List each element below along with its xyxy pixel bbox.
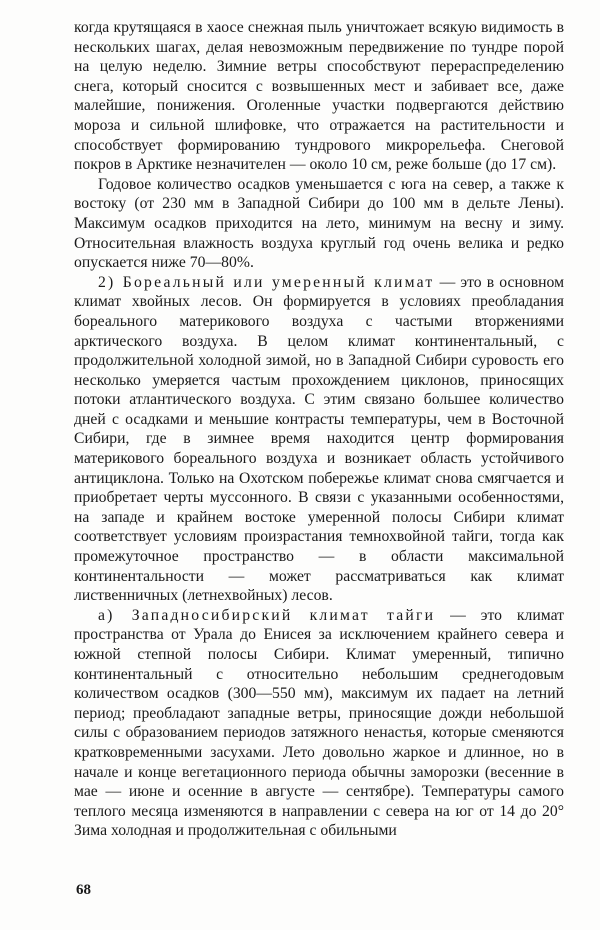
west-siberian-body: — это климат пространства от Урала до Енисея за исключением крайнего севера и южной степной полосы Сибири. Климат умеренный, типично континентальный с относительно небольшим среднегодовым количеством осадков (300—550 мм), максимум их падает на летний период; преобладают западные ветры, приносящие дожди небольшой силы с образованием периодов затяжного ненастья, которые сменяются кратковременными засухами. Лето довольно жаркое и длинное, но в начале и конце вегетационного периода обычны заморозки (весенние в мае — июне и осенние в августе — сентябре). Температуры самого теплого месяца изменяются в направлении с севера на юг от 14 до 20° Зима холодная и продолжительная с обильными	[74, 606, 564, 840]
page-text	[74, 18, 564, 841]
paragraph-snow-cover: когда крутящаяся в хаосе снежная пыль уничтожает всякую видимость в нескольких шагах, делая невозможным передвижение по тундре порой на целую неделю. Зимние ветры способствуют перераспределению снега, который сносится с возвышенных мест и забивает все, даже малейшие, понижения. Оголенные участки подвергаются действию мороза и сильной шлифовке, что отражается на растительности и способствует формированию тундрового микрорельефа. Снеговой покров в Арктике незначителен — около 10 см, реже больше (до 17 см).	[74, 19, 564, 174]
boreal-climate-heading: 2) Бореальный или умеренный климат	[98, 273, 435, 291]
paragraph-precipitation: Годовое количество осадков уменьшается с юга на север, а также к востоку (от 230 мм в Западной Сибири до 100 мм в дельте Лены). Максимум осадков приходится на лето, минимум на весну и зиму. Относительная влажность воздуха круглый год очень велика и редко опускается ниже 70—80%.	[74, 175, 564, 272]
west-siberian-heading: а) Западносибирский климат тайги	[98, 606, 436, 624]
paragraph-west-siberian-climate	[74, 606, 564, 841]
page-number: 68	[76, 882, 91, 898]
paragraph-boreal-climate	[74, 273, 564, 606]
boreal-climate-body: — это в основном климат хвойных лесов. Он формируется в условиях преобладания бореального материкового воздуха с частыми вторжениями арктического воздуха. В целом климат континентальный, с продолжительной холодной зимой, но в Западной Сибири суровость его несколько умеряется частым прохождением циклонов, приносящих потоки атлантического воздуха. С этим связано большее количество дней с осадками и меньшие контрасты температуры, чем в Восточной Сибири, где в зимнее время находится центр формирования материкового бореального воздуха и возникает область устойчивого антициклона. Только на Охотском побережье климат снова смягчается и приобретает черты муссонного. В связи с указанными особенностями, на западе и крайнем востоке умеренной полосы Сибири климат соответствует условиям произрастания темнохвойной тайги, тогда как промежуточное пространство — в области максимальной континентальности — может рассматриваться как климат лиственничных (летнехвойных) лесов.	[74, 273, 565, 605]
